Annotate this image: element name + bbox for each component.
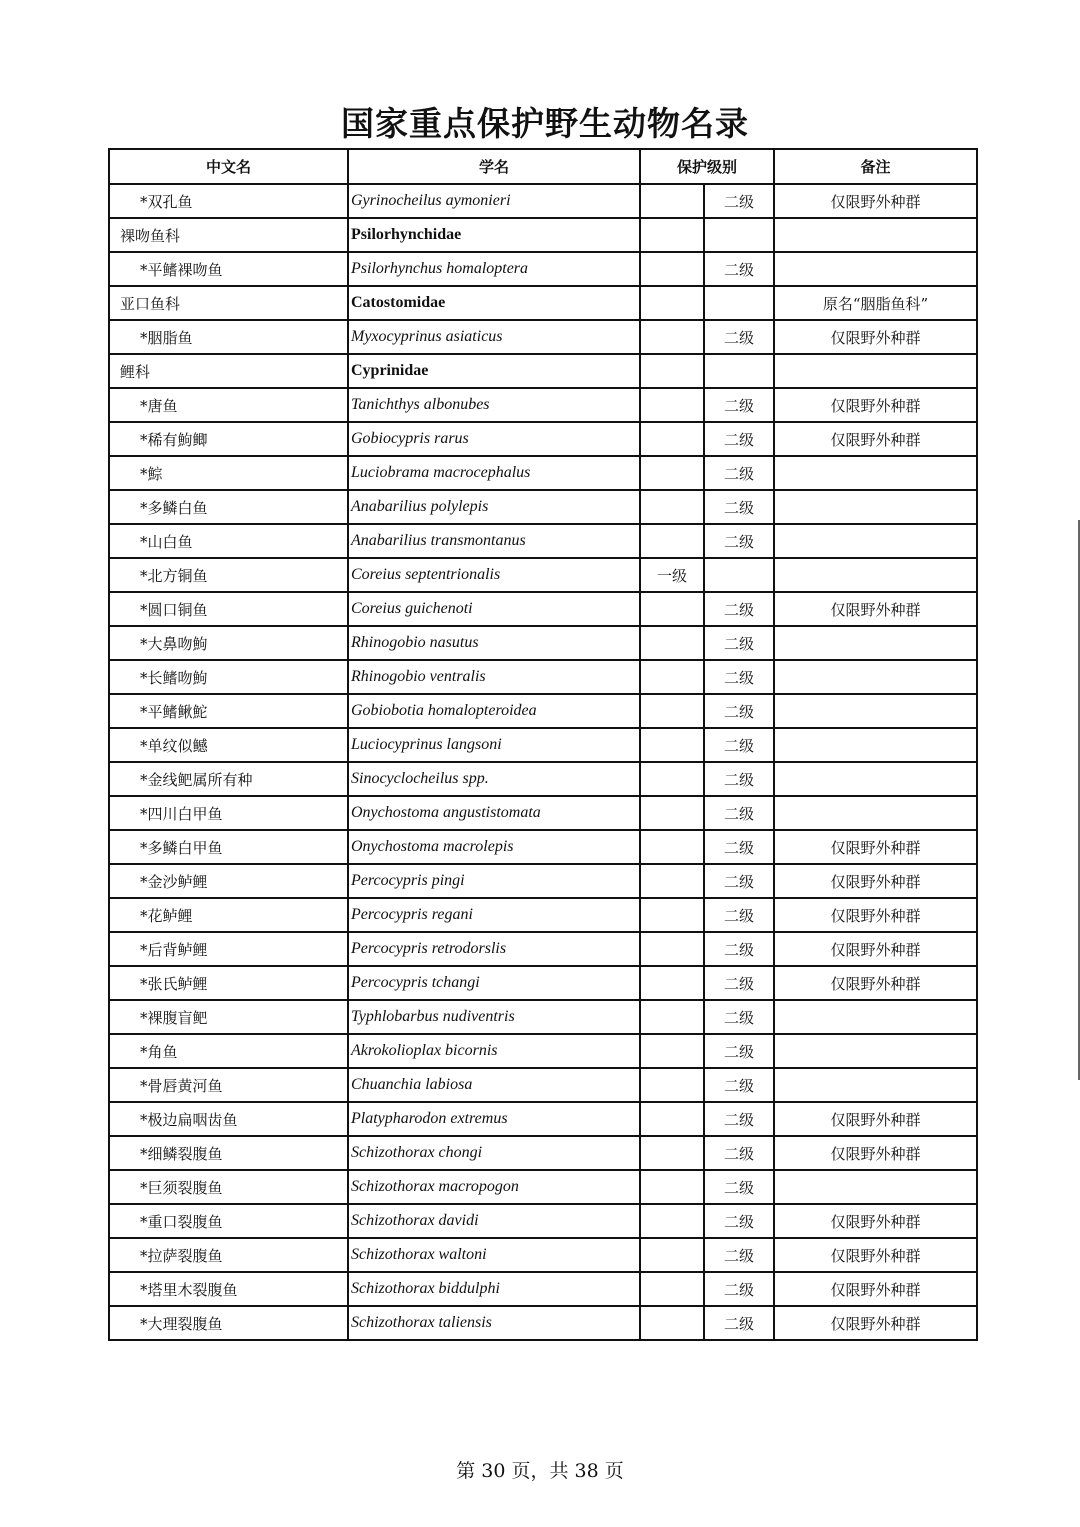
level-2-cell: 二级 xyxy=(704,796,774,830)
chinese-name-cell: 裸吻鱼科 xyxy=(109,218,348,252)
level-2-cell: 二级 xyxy=(704,456,774,490)
scientific-name-cell: Percocypris regani xyxy=(348,898,640,932)
level-2-cell: 二级 xyxy=(704,592,774,626)
table-row xyxy=(109,728,977,762)
level-1-cell xyxy=(640,388,704,422)
scientific-name-cell: Psilorhynchus homaloptera xyxy=(348,252,640,286)
scientific-name-cell: Schizothorax chongi xyxy=(348,1136,640,1170)
scientific-name-cell: Schizothorax biddulphi xyxy=(348,1272,640,1306)
header-protection-level: 保护级别 xyxy=(640,149,774,184)
scientific-name-cell: Rhinogobio ventralis xyxy=(348,660,640,694)
scientific-name-cell: Tanichthys albonubes xyxy=(348,388,640,422)
note-cell: 仅限野外种群 xyxy=(774,966,977,1000)
level-2-cell xyxy=(704,286,774,320)
note-cell: 仅限野外种群 xyxy=(774,1204,977,1238)
level-1-cell xyxy=(640,286,704,320)
level-2-cell: 二级 xyxy=(704,1136,774,1170)
note-cell xyxy=(774,1034,977,1068)
table-row xyxy=(109,830,977,864)
note-cell xyxy=(774,354,977,388)
scientific-name-cell: Luciocyprinus langsoni xyxy=(348,728,640,762)
chinese-name-cell: *重口裂腹鱼 xyxy=(109,1204,348,1238)
level-1-cell xyxy=(640,524,704,558)
level-2-cell: 二级 xyxy=(704,1170,774,1204)
scientific-name-cell: Coreius guichenoti xyxy=(348,592,640,626)
scientific-name-cell: Myxocyprinus asiaticus xyxy=(348,320,640,354)
scientific-name-cell: Akrokolioplax bicornis xyxy=(348,1034,640,1068)
level-2-cell: 二级 xyxy=(704,184,774,218)
level-2-cell: 二级 xyxy=(704,864,774,898)
scientific-name-cell: Percocypris tchangi xyxy=(348,966,640,1000)
table-row xyxy=(109,1136,977,1170)
note-cell xyxy=(774,1068,977,1102)
table-header-row xyxy=(109,149,977,184)
table-row xyxy=(109,864,977,898)
level-1-cell xyxy=(640,626,704,660)
document-title: 国家重点保护野生动物名录 xyxy=(341,104,749,143)
scientific-name-cell: Gobiobotia homalopteroidea xyxy=(348,694,640,728)
level-1-cell xyxy=(640,1306,704,1340)
level-2-cell xyxy=(704,354,774,388)
note-cell: 仅限野外种群 xyxy=(774,320,977,354)
chinese-name-cell: *花鲈鲤 xyxy=(109,898,348,932)
table-row xyxy=(109,252,977,286)
family-row xyxy=(109,218,977,252)
chinese-name-cell: *细鳞裂腹鱼 xyxy=(109,1136,348,1170)
level-1-cell xyxy=(640,898,704,932)
chinese-name-cell: 鲤科 xyxy=(109,354,348,388)
family-row xyxy=(109,354,977,388)
chinese-name-cell: *双孔鱼 xyxy=(109,184,348,218)
level-1-cell xyxy=(640,422,704,456)
table-row xyxy=(109,592,977,626)
scientific-name-cell: Schizothorax macropogon xyxy=(348,1170,640,1204)
level-1-cell xyxy=(640,354,704,388)
chinese-name-cell: *极边扁咽齿鱼 xyxy=(109,1102,348,1136)
note-cell: 仅限野外种群 xyxy=(774,1102,977,1136)
chinese-name-cell: *大鼻吻鮈 xyxy=(109,626,348,660)
level-2-cell: 二级 xyxy=(704,524,774,558)
level-2-cell xyxy=(704,558,774,592)
table-row xyxy=(109,694,977,728)
chinese-name-cell: *塔里木裂腹鱼 xyxy=(109,1272,348,1306)
table-row xyxy=(109,422,977,456)
note-cell: 仅限野外种群 xyxy=(774,592,977,626)
level-1-cell xyxy=(640,694,704,728)
chinese-name-cell: *平鳍裸吻鱼 xyxy=(109,252,348,286)
level-1-cell xyxy=(640,932,704,966)
level-1-cell xyxy=(640,320,704,354)
table-row xyxy=(109,966,977,1000)
table-row xyxy=(109,1170,977,1204)
scientific-name-cell: Chuanchia labiosa xyxy=(348,1068,640,1102)
table-row xyxy=(109,762,977,796)
table-row xyxy=(109,1272,977,1306)
note-cell xyxy=(774,490,977,524)
level-1-cell xyxy=(640,252,704,286)
level-1-cell xyxy=(640,1068,704,1102)
header-scientific-name: 学名 xyxy=(348,149,640,184)
table-row xyxy=(109,1000,977,1034)
level-1-cell xyxy=(640,456,704,490)
scientific-name-cell: Gobiocypris rarus xyxy=(348,422,640,456)
note-cell xyxy=(774,626,977,660)
level-2-cell: 二级 xyxy=(704,388,774,422)
table-row xyxy=(109,388,977,422)
level-2-cell: 二级 xyxy=(704,1306,774,1340)
note-cell xyxy=(774,456,977,490)
level-1-cell xyxy=(640,490,704,524)
note-cell xyxy=(774,796,977,830)
level-2-cell: 二级 xyxy=(704,762,774,796)
note-cell xyxy=(774,558,977,592)
table-row xyxy=(109,1102,977,1136)
table-row xyxy=(109,524,977,558)
scientific-name-cell: Schizothorax waltoni xyxy=(348,1238,640,1272)
note-cell: 仅限野外种群 xyxy=(774,422,977,456)
scientific-name-cell: Anabarilius polylepis xyxy=(348,490,640,524)
scientific-name-cell: Sinocyclocheilus spp. xyxy=(348,762,640,796)
level-1-cell xyxy=(640,1204,704,1238)
level-1-cell xyxy=(640,184,704,218)
level-1-cell xyxy=(640,1102,704,1136)
note-cell: 仅限野外种群 xyxy=(774,184,977,218)
level-1-cell xyxy=(640,1136,704,1170)
chinese-name-cell: *骨唇黄河鱼 xyxy=(109,1068,348,1102)
chinese-name-cell: *圆口铜鱼 xyxy=(109,592,348,626)
level-2-cell: 二级 xyxy=(704,898,774,932)
table-row xyxy=(109,1238,977,1272)
chinese-name-cell: *金沙鲈鲤 xyxy=(109,864,348,898)
scientific-name-cell: Schizothorax taliensis xyxy=(348,1306,640,1340)
level-1-cell xyxy=(640,796,704,830)
level-2-cell: 二级 xyxy=(704,694,774,728)
note-cell: 仅限野外种群 xyxy=(774,388,977,422)
level-1-cell xyxy=(640,1034,704,1068)
note-cell xyxy=(774,1000,977,1034)
chinese-name-cell: *单纹似鳡 xyxy=(109,728,348,762)
level-1-cell xyxy=(640,830,704,864)
level-2-cell: 二级 xyxy=(704,490,774,524)
scientific-name-cell: Percocypris retrodorslis xyxy=(348,932,640,966)
note-cell: 仅限野外种群 xyxy=(774,1238,977,1272)
level-2-cell: 二级 xyxy=(704,1272,774,1306)
note-cell xyxy=(774,694,977,728)
level-2-cell: 二级 xyxy=(704,1102,774,1136)
level-2-cell: 二级 xyxy=(704,932,774,966)
table-row xyxy=(109,558,977,592)
level-1-cell xyxy=(640,1000,704,1034)
scientific-name-cell: Coreius septentrionalis xyxy=(348,558,640,592)
level-2-cell: 二级 xyxy=(704,626,774,660)
level-2-cell: 二级 xyxy=(704,1204,774,1238)
level-1-cell: 一级 xyxy=(640,558,704,592)
level-2-cell: 二级 xyxy=(704,830,774,864)
chinese-name-cell: *胭脂鱼 xyxy=(109,320,348,354)
scientific-name-cell: Onychostoma macrolepis xyxy=(348,830,640,864)
table-row xyxy=(109,456,977,490)
table-row xyxy=(109,796,977,830)
table-row xyxy=(109,184,977,218)
scientific-name-cell: Catostomidae xyxy=(348,286,640,320)
note-cell: 仅限野外种群 xyxy=(774,1306,977,1340)
note-cell: 仅限野外种群 xyxy=(774,1136,977,1170)
scientific-name-cell: Percocypris pingi xyxy=(348,864,640,898)
chinese-name-cell: *多鳞白甲鱼 xyxy=(109,830,348,864)
chinese-name-cell: *唐鱼 xyxy=(109,388,348,422)
level-1-cell xyxy=(640,762,704,796)
table-row xyxy=(109,490,977,524)
level-1-cell xyxy=(640,218,704,252)
note-cell: 仅限野外种群 xyxy=(774,932,977,966)
level-2-cell: 二级 xyxy=(704,966,774,1000)
chinese-name-cell: *金线鲃属所有种 xyxy=(109,762,348,796)
table-row xyxy=(109,1068,977,1102)
level-2-cell: 二级 xyxy=(704,252,774,286)
scientific-name-cell: Typhlobarbus nudiventris xyxy=(348,1000,640,1034)
level-1-cell xyxy=(640,966,704,1000)
scientific-name-cell: Psilorhynchidae xyxy=(348,218,640,252)
note-cell: 仅限野外种群 xyxy=(774,1272,977,1306)
note-cell: 仅限野外种群 xyxy=(774,898,977,932)
note-cell xyxy=(774,728,977,762)
note-cell xyxy=(774,660,977,694)
level-2-cell: 二级 xyxy=(704,422,774,456)
scientific-name-cell: Onychostoma angustistomata xyxy=(348,796,640,830)
scientific-name-cell: Gyrinocheilus aymonieri xyxy=(348,184,640,218)
chinese-name-cell: *多鳞白鱼 xyxy=(109,490,348,524)
table-row xyxy=(109,932,977,966)
chinese-name-cell: *裸腹盲鲃 xyxy=(109,1000,348,1034)
species-table xyxy=(108,148,978,1341)
table-row xyxy=(109,1034,977,1068)
level-1-cell xyxy=(640,1238,704,1272)
chinese-name-cell: 亚口鱼科 xyxy=(109,286,348,320)
table-row xyxy=(109,898,977,932)
level-1-cell xyxy=(640,728,704,762)
chinese-name-cell: *后背鲈鲤 xyxy=(109,932,348,966)
chinese-name-cell: *鯮 xyxy=(109,456,348,490)
level-1-cell xyxy=(640,1272,704,1306)
scientific-name-cell: Luciobrama macrocephalus xyxy=(348,456,640,490)
chinese-name-cell: *巨须裂腹鱼 xyxy=(109,1170,348,1204)
scientific-name-cell: Anabarilius transmontanus xyxy=(348,524,640,558)
table-row xyxy=(109,1306,977,1340)
chinese-name-cell: *张氏鲈鲤 xyxy=(109,966,348,1000)
scientific-name-cell: Rhinogobio nasutus xyxy=(348,626,640,660)
note-cell xyxy=(774,524,977,558)
note-cell: 仅限野外种群 xyxy=(774,830,977,864)
note-cell xyxy=(774,252,977,286)
chinese-name-cell: *稀有鮈鲫 xyxy=(109,422,348,456)
header-notes: 备注 xyxy=(774,149,977,184)
scientific-name-cell: Schizothorax davidi xyxy=(348,1204,640,1238)
level-1-cell xyxy=(640,1170,704,1204)
level-2-cell: 二级 xyxy=(704,660,774,694)
note-cell xyxy=(774,762,977,796)
scientific-name-cell: Cyprinidae xyxy=(348,354,640,388)
level-1-cell xyxy=(640,660,704,694)
level-2-cell: 二级 xyxy=(704,1000,774,1034)
table-row xyxy=(109,1204,977,1238)
chinese-name-cell: *平鳍鳅鮀 xyxy=(109,694,348,728)
chinese-name-cell: *大理裂腹鱼 xyxy=(109,1306,348,1340)
chinese-name-cell: *长鳍吻鮈 xyxy=(109,660,348,694)
chinese-name-cell: *四川白甲鱼 xyxy=(109,796,348,830)
level-2-cell: 二级 xyxy=(704,1238,774,1272)
table-row xyxy=(109,660,977,694)
header-chinese-name: 中文名 xyxy=(109,149,348,184)
chinese-name-cell: *拉萨裂腹鱼 xyxy=(109,1238,348,1272)
level-2-cell xyxy=(704,218,774,252)
table-row xyxy=(109,626,977,660)
level-2-cell: 二级 xyxy=(704,1068,774,1102)
table-body xyxy=(109,184,977,1340)
chinese-name-cell: *北方铜鱼 xyxy=(109,558,348,592)
scientific-name-cell: Platypharodon extremus xyxy=(348,1102,640,1136)
note-cell: 原名“胭脂鱼科” xyxy=(774,286,977,320)
chinese-name-cell: *山白鱼 xyxy=(109,524,348,558)
family-row xyxy=(109,286,977,320)
level-2-cell: 二级 xyxy=(704,728,774,762)
level-2-cell: 二级 xyxy=(704,320,774,354)
note-cell xyxy=(774,218,977,252)
level-1-cell xyxy=(640,864,704,898)
level-2-cell: 二级 xyxy=(704,1034,774,1068)
table-row xyxy=(109,320,977,354)
level-1-cell xyxy=(640,592,704,626)
chinese-name-cell: *角鱼 xyxy=(109,1034,348,1068)
note-cell: 仅限野外种群 xyxy=(774,864,977,898)
note-cell xyxy=(774,1170,977,1204)
page-number: 第 30 页，共 38 页 xyxy=(456,1460,624,1482)
